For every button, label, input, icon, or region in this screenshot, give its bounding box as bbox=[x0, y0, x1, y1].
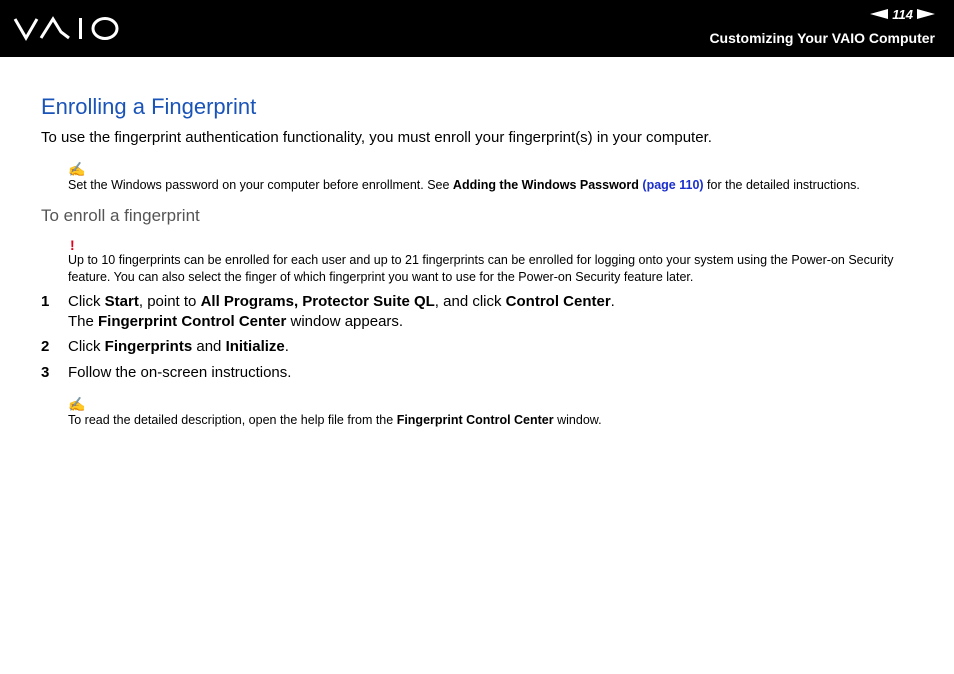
note-pencil-icon: ✍ bbox=[68, 161, 86, 177]
next-page-icon[interactable] bbox=[917, 9, 935, 19]
step-1-text: Click Start, point to All Programs, Protector Suite QL, and click Control Center. The Fingerprint Control Center window appears. bbox=[68, 293, 615, 330]
page-link[interactable]: (page 110) bbox=[642, 178, 704, 192]
step-number: 3 bbox=[41, 364, 50, 381]
section-title: Customizing Your VAIO Computer bbox=[709, 30, 935, 46]
intro-paragraph: To use the fingerprint authentication functionality, you must enroll your fingerprint(s) in your computer. bbox=[41, 129, 712, 146]
step-number: 1 bbox=[41, 293, 50, 310]
step-2-text: Click Fingerprints and Initialize. bbox=[68, 338, 289, 355]
note-pencil-icon: ✍ bbox=[68, 396, 86, 412]
page-number: 114 bbox=[892, 6, 913, 22]
page-header bbox=[0, 0, 954, 57]
page-navigation bbox=[870, 6, 935, 22]
vaio-logo bbox=[13, 14, 123, 42]
note-help: To read the detailed description, open the help file from the Fingerprint Control Center window. bbox=[68, 413, 602, 427]
warning-text: Up to 10 fingerprints can be enrolled for each user and up to 21 fingerprints can be enrolled for logging onto your system using the Power-on Security feature. You can also select the finger of which fingerprint you want to use for the Power-on Security feature later. bbox=[68, 253, 894, 284]
note-password: Set the Windows password on your computer before enrollment. See Adding the Windows Password (page 110) for the detailed instructions. bbox=[68, 178, 860, 192]
step-number: 2 bbox=[41, 338, 50, 355]
warning-icon: ! bbox=[70, 237, 75, 253]
previous-page-icon[interactable] bbox=[870, 9, 888, 19]
page-title: Enrolling a Fingerprint bbox=[41, 94, 257, 119]
step-3-text: Follow the on-screen instructions. bbox=[68, 364, 292, 381]
subsection-title: To enroll a fingerprint bbox=[41, 206, 200, 225]
